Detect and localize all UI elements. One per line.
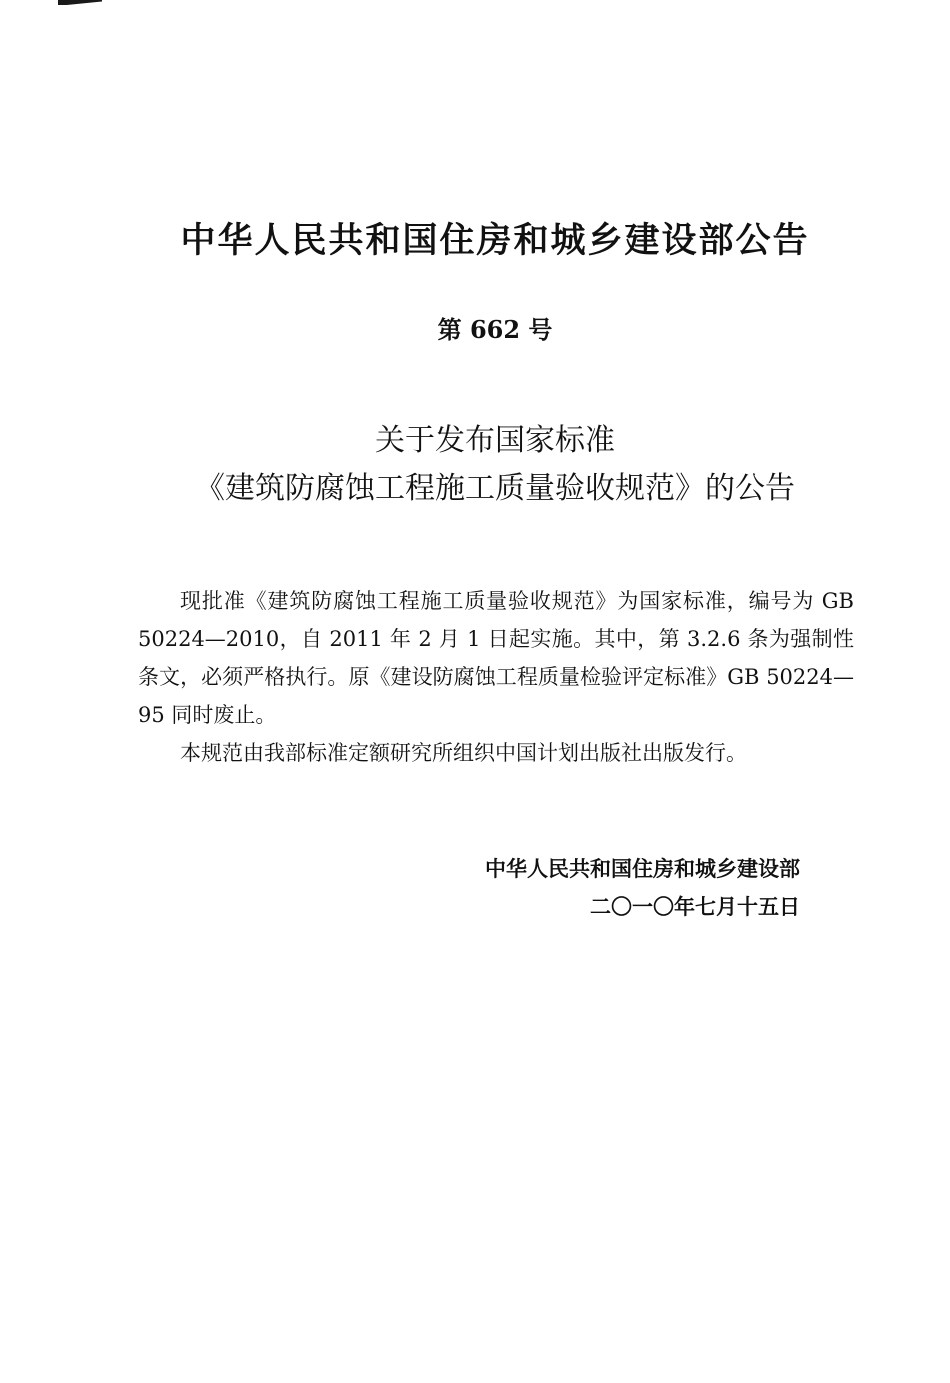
- subject-line-1: 关于发布国家标准: [375, 423, 615, 458]
- ministry-title: 中华人民共和国住房和城乡建设部公告: [180, 221, 810, 261]
- scan-artifact-mark: [58, 0, 102, 5]
- notice-number: 第 662 号: [437, 315, 553, 344]
- body-paragraph-2: 本规范由我部标准定额研究所组织中国计划出版社出版发行。: [180, 741, 747, 765]
- signature-date: 二〇一〇年七月十五日: [590, 895, 800, 919]
- body-paragraph-1: 现批准《建筑防腐蚀工程施工质量验收规范》为国家标准，编号为 GB 50224—2010，自 2011 年 2 月 1 日起实施。其中，第 3.2.6 条为强制性条文，必须严格执行。原《建设防腐蚀工程质量检验评定标准》GB 50224—95 同时废止。: [138, 589, 854, 727]
- body-paragraph-1-container: [138, 582, 854, 734]
- body-paragraph-2-container: [138, 734, 854, 772]
- signature-organization: 中华人民共和国住房和城乡建设部: [485, 857, 800, 881]
- subject-line-2: 《建筑防腐蚀工程施工质量验收规范》的公告: [195, 471, 795, 506]
